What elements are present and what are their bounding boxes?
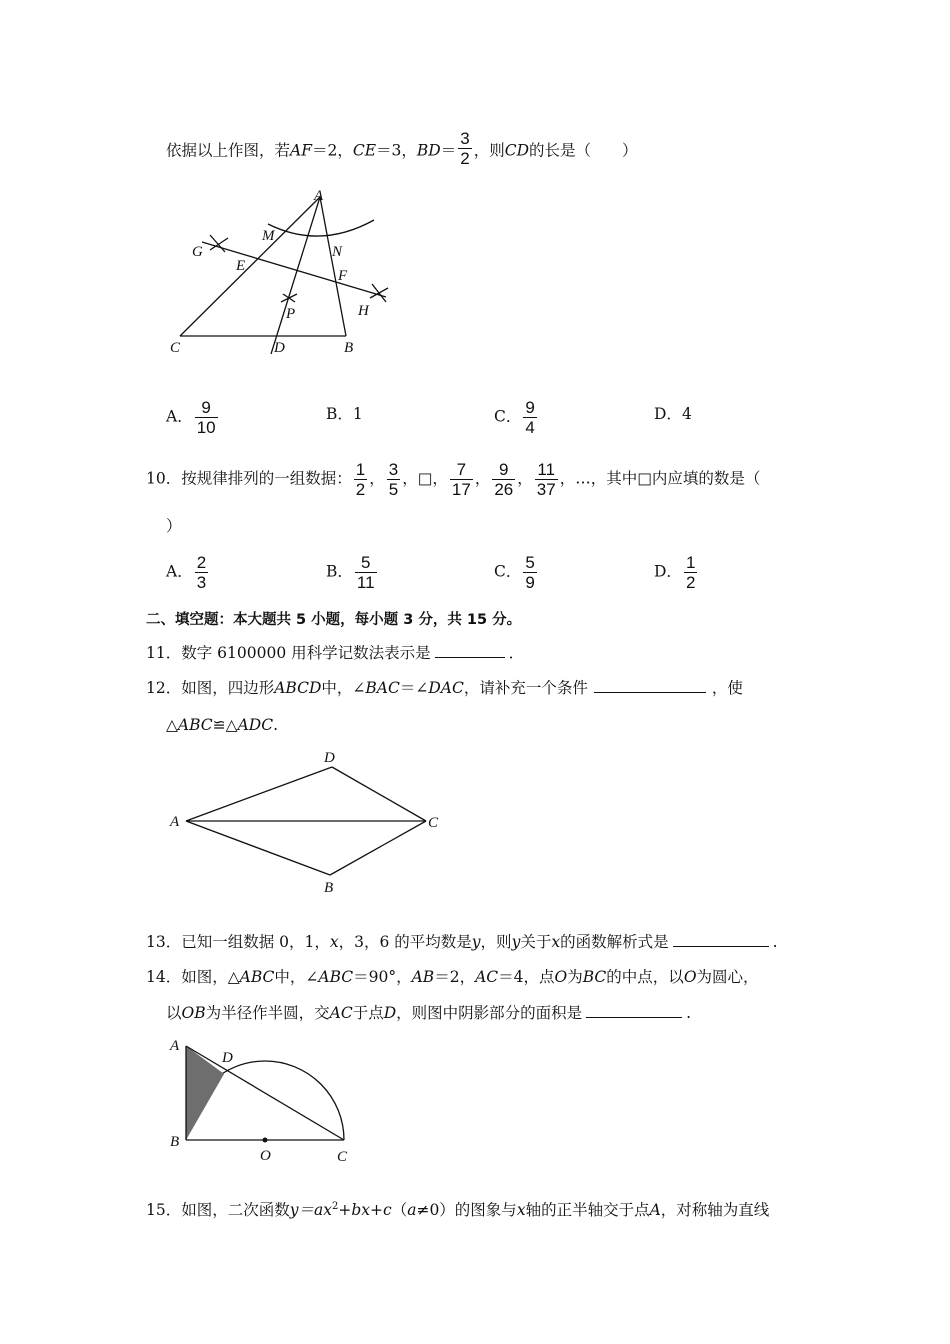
- side-ab: [320, 197, 346, 336]
- q10-close-paren: ）: [166, 517, 182, 535]
- label-p: P: [286, 306, 296, 322]
- label-f: F: [338, 268, 348, 284]
- q12-quadrilateral-figure: [160, 742, 460, 902]
- q14-line2: 以OB为半径作半圆，交AC于点D，则图中阴影部分的面积是 .: [166, 1004, 692, 1022]
- q12-line1: 12．如图，四边形ABCD中，∠BAC＝∠DAC，请补充一个条件 ，使: [146, 679, 743, 697]
- label-g: G: [192, 244, 203, 260]
- q11: 11．数字 6100000 用科学记数法表示是 ．: [146, 644, 525, 662]
- q12-answer-blank[interactable]: [594, 678, 706, 693]
- label-a: A: [170, 814, 180, 830]
- q13: 13．已知一组数据 0，1，x，3，6 的平均数是y，则y关于x的函数解析式是 .: [146, 933, 778, 951]
- label-c: C: [428, 815, 439, 831]
- label-e: E: [236, 258, 246, 274]
- label-a: A: [314, 188, 324, 204]
- q10-option-c[interactable]: C． $\frac{5}{9}$: [494, 553, 535, 592]
- label-n: N: [332, 244, 343, 260]
- label-o: O: [260, 1148, 271, 1164]
- q9-triangle-construction-figure: [160, 180, 400, 365]
- q14-line1: 14．如图，△ABC中，∠ABC＝90°，AB＝2，AC＝4，点O为BC的中点，以O为圆心，: [146, 968, 759, 986]
- label-b: B: [170, 1134, 180, 1150]
- line-gh: [202, 242, 386, 297]
- label-d: D: [222, 1050, 233, 1066]
- blank-box: □: [417, 469, 433, 488]
- q9-option-b[interactable]: B．1: [326, 405, 363, 423]
- label-b: B: [324, 880, 334, 896]
- q9-option-c[interactable]: C． $\frac{9}{4}$: [494, 398, 535, 437]
- q14-answer-blank[interactable]: [586, 1003, 682, 1018]
- q10-option-a[interactable]: A． $\frac{2}{3}$: [166, 553, 207, 592]
- q12-line2: △ABC≌△ADC.: [166, 716, 278, 734]
- q15: 15．如图，二次函数$y=ax^2+bx+c(a\ne 0)$的图象与x轴的正半轴交于点A，对称轴为直线: [146, 1201, 770, 1220]
- label-b: B: [344, 340, 354, 356]
- q9-stem: 依据以上作图，若AF＝2，CE＝3，BD＝ $\frac{3}{2}$ ，则CD的长是（ ）: [166, 129, 638, 168]
- label-m: M: [262, 228, 275, 244]
- q9-option-a[interactable]: A． $\frac{9}{10}$: [166, 398, 216, 437]
- label-c: C: [170, 340, 181, 356]
- q11-answer-blank[interactable]: [435, 643, 505, 658]
- q14-semicircle-figure: [160, 1034, 360, 1169]
- side-ca: [180, 197, 320, 336]
- q9-option-d[interactable]: D．4: [654, 405, 692, 423]
- section-heading: 二、填空题：本大题共 5 小题，每小题 3 分，共 15 分。: [146, 612, 522, 628]
- label-d: D: [324, 750, 335, 766]
- point-o: [263, 1138, 268, 1143]
- q13-answer-blank[interactable]: [673, 932, 769, 947]
- label-a: A: [170, 1038, 180, 1054]
- label-c: C: [337, 1149, 348, 1165]
- q10-option-b[interactable]: B． $\frac{5}{11}$: [326, 553, 375, 592]
- q10-option-d[interactable]: D． $\frac{1}{2}$: [654, 553, 696, 592]
- label-h: H: [358, 303, 369, 319]
- label-d: D: [274, 340, 285, 356]
- q10-stem: 10．按规律排列的一组数据： $\frac{1}{2}$ ， $\frac{3}{5}$ ，□， $\frac{7}{17}$ ， $\frac{9}{26}$ ， $\frac{11}{37}$ ，…，其中□内应填的数是（: [146, 460, 761, 499]
- bd-fraction: $\frac{3}{2}$: [460, 129, 470, 168]
